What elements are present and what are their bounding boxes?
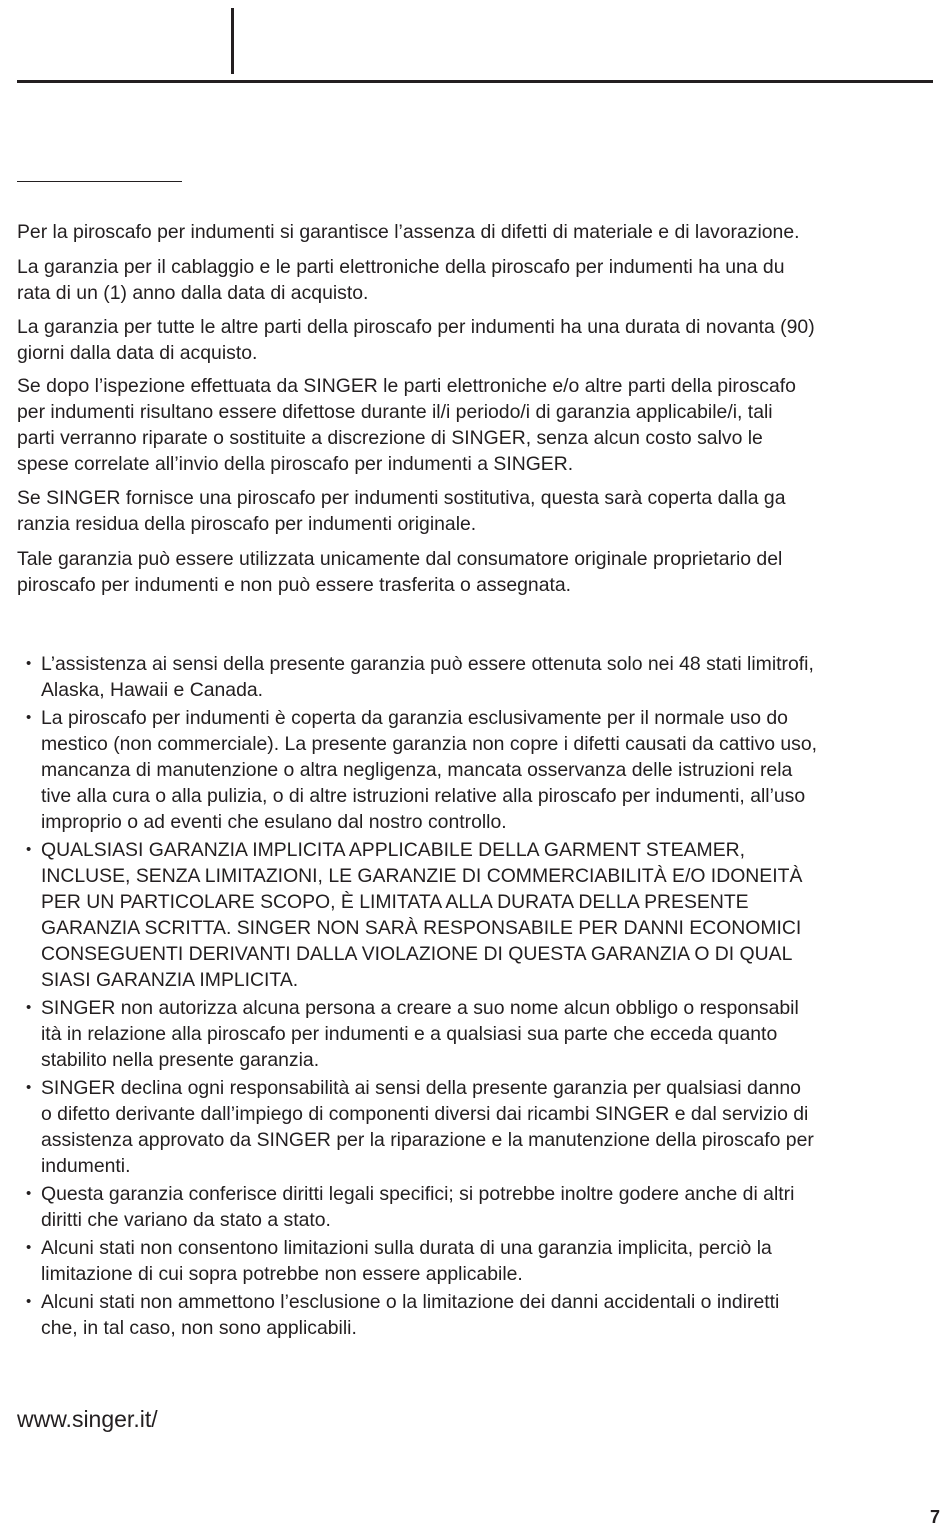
website-link[interactable]: www.singer.it/ xyxy=(17,1406,158,1432)
list-item-text: SINGER non autorizza alcuna persona a creare a suo nome alcun obbligo o responsabil ità in relazione alla piroscafo per indumenti e a qualsiasi sua parte che ecceda quanto stabilito nella presente garanzia. xyxy=(41,997,799,1071)
warranty-paragraph-repair: Se dopo l’ispezione effettuata da SINGER le parti elettroniche e/o altre parti della piroscafo per indumenti risultano essere difettose durante il/i periodo/i di garanzia applicabile/i, tali parti verranno riparate o sostituite a discrezione di SINGER, senza alcun costo salvo le spese correlate all’invio della piroscafo per indumenti a SINGER. xyxy=(17,375,796,475)
bullet-icon: • xyxy=(26,841,32,858)
list-item-text: Alcuni stati non consentono limitazioni sulla durata di una garanzia implicita, perciò la limitazione di cui sopra potrebbe non essere applicabile. xyxy=(41,1237,772,1285)
list-item xyxy=(17,995,935,1073)
warranty-paragraph-transfer: Tale garanzia può essere utilizzata unicamente dal consumatore originale proprietario del piroscafo per indumenti e non può essere trasferita o assegnata. xyxy=(17,548,783,596)
bullet-icon: • xyxy=(26,655,32,672)
list-item xyxy=(17,1235,935,1287)
bullet-icon: • xyxy=(26,999,32,1016)
bullet-icon: • xyxy=(26,1079,32,1096)
list-item-text: QUALSIASI GARANZIA IMPLICITA APPLICABILE DELLA GARMENT STEAMER, INCLUSE, SENZA LIMITAZIONI, LE GARANZIE DI COMMERCIABILITÀ E/O IDONEITÀ PER UN PARTICOLARE SCOPO, È LIMITATA ALLA DURATA DELLA PRESENTE GARANZIA SCRITTA. SINGER NON SARÀ RESPONSABILE PER DANNI ECONOMICI CONSEGUENTI DERIVANTI DALLA VIOLAZIONE DI QUESTA GARANZIA O DI QUAL SIASI GARANZIA IMPLICITA. xyxy=(41,839,803,991)
list-item xyxy=(17,1075,935,1179)
list-item xyxy=(17,1289,935,1341)
bullet-icon: • xyxy=(26,709,32,726)
list-item-text: Questa garanzia conferisce diritti legali specifici; si potrebbe inoltre godere anche di altri diritti che variano da stato a stato. xyxy=(41,1183,795,1231)
header-rule xyxy=(17,80,933,83)
warranty-paragraph-materials: Per la piroscafo per indumenti si garantisce l’assenza di difetti di materiale e di lavorazione. xyxy=(17,221,800,243)
bullet-icon: • xyxy=(26,1185,32,1202)
bullet-icon: • xyxy=(26,1239,32,1256)
header-vertical-divider xyxy=(231,8,234,74)
list-item-text: L’assistenza ai sensi della presente garanzia può essere ottenuta solo nei 48 stati limitrofi, Alaska, Hawaii e Canada. xyxy=(41,653,814,701)
list-item-text: Alcuni stati non ammettono l’esclusione o la limitazione dei danni accidentali o indiretti che, in tal caso, non sono applicabili. xyxy=(41,1291,780,1339)
list-item-text: La piroscafo per indumenti è coperta da garanzia esclusivamente per il normale uso do mestico (non commerciale). La presente garanzia non copre i difetti causati da cattivo uso, mancanza di manutenzione o altra negligenza, mancata osservanza delle istruzioni rela tive alla cura o alla pulizia, o di altre istruzioni relative alla piroscafo per indumenti, all’uso improprio o ad eventi che esulano dal nostro controllo. xyxy=(41,707,818,833)
list-item xyxy=(17,651,935,703)
list-item xyxy=(17,1181,935,1233)
list-item-text: SINGER declina ogni responsabilità ai sensi della presente garanzia per qualsiasi danno o difetto derivante dall’impiego di componenti diversi dai ricambi SINGER e dal servizio di assistenza approvato da SINGER per la riparazione e la manutenzione della piroscafo per indumenti. xyxy=(41,1077,814,1177)
warranty-paragraph-electronics: La garanzia per il cablaggio e le parti elettroniche della piroscafo per indumenti ha una du rata di un (1) anno dalla data di acquisto. xyxy=(17,256,785,304)
section-title-underline xyxy=(17,181,182,182)
list-item xyxy=(17,837,935,993)
list-item xyxy=(17,705,935,835)
warranty-conditions-list xyxy=(17,651,935,1343)
bullet-icon: • xyxy=(26,1293,32,1310)
warranty-paragraph-replacement: Se SINGER fornisce una piroscafo per indumenti sostitutiva, questa sarà coperta dalla ga ranzia residua della piroscafo per indumenti originale. xyxy=(17,487,786,535)
warranty-paragraph-other-parts: La garanzia per tutte le altre parti della piroscafo per indumenti ha una durata di novanta (90) giorni dalla data di acquisto. xyxy=(17,316,815,364)
page-number: 7 xyxy=(929,1507,940,1527)
